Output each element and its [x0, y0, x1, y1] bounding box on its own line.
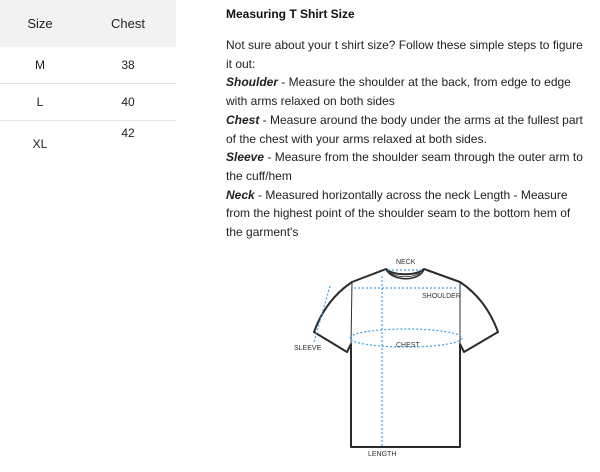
neck-label: NECK	[396, 259, 416, 266]
term-sleeve: Sleeve	[226, 150, 265, 165]
desc-sleeve: - Measure from the shoulder seam through the outer arm to the cuff/hem	[226, 150, 583, 183]
shoulder-label: SHOULDER	[422, 293, 461, 300]
desc-chest: - Measure around the body under the arms at the fullest part of the chest with your arms relaxed at both sides.	[226, 112, 583, 146]
sleeve-label: SLEEVE	[294, 345, 322, 352]
tshirt-diagram-svg	[284, 252, 516, 464]
chest-label: CHEST	[396, 342, 420, 349]
desc-neck: - Measured horizontally across the neck Length - Measure from the highest point of the shoulder seam to the bottom hem of the garment's	[226, 187, 571, 240]
header-size: Size	[27, 16, 53, 31]
size-cell: M	[35, 58, 45, 72]
chest-cell: 38	[121, 58, 135, 72]
table-row	[0, 47, 176, 84]
measuring-guide	[226, 6, 586, 242]
guide-title: Measuring T Shirt Size	[226, 7, 355, 21]
chest-cell: 40	[121, 95, 135, 109]
size-table	[0, 0, 176, 157]
desc-shoulder: - Measure the shoulder at the back, from edge to edge with arms relaxed on both sides	[226, 75, 571, 109]
guide-intro: Not sure about your t shirt size? Follow these simple steps to figure it out:	[226, 38, 583, 71]
tshirt-diagram	[284, 252, 516, 464]
size-table-header	[0, 0, 176, 47]
size-cell: XL	[32, 137, 48, 151]
term-chest: Chest	[226, 112, 260, 127]
tshirt-outline	[314, 269, 498, 447]
term-neck: Neck	[226, 187, 255, 202]
size-cell: L	[36, 95, 44, 109]
term-shoulder: Shoulder	[226, 75, 279, 90]
length-label: LENGTH	[368, 451, 397, 458]
table-row	[0, 121, 176, 157]
header-chest: Chest	[111, 16, 145, 31]
guide-body	[226, 36, 586, 242]
table-row	[0, 84, 176, 121]
chest-cell: 42	[121, 126, 135, 140]
